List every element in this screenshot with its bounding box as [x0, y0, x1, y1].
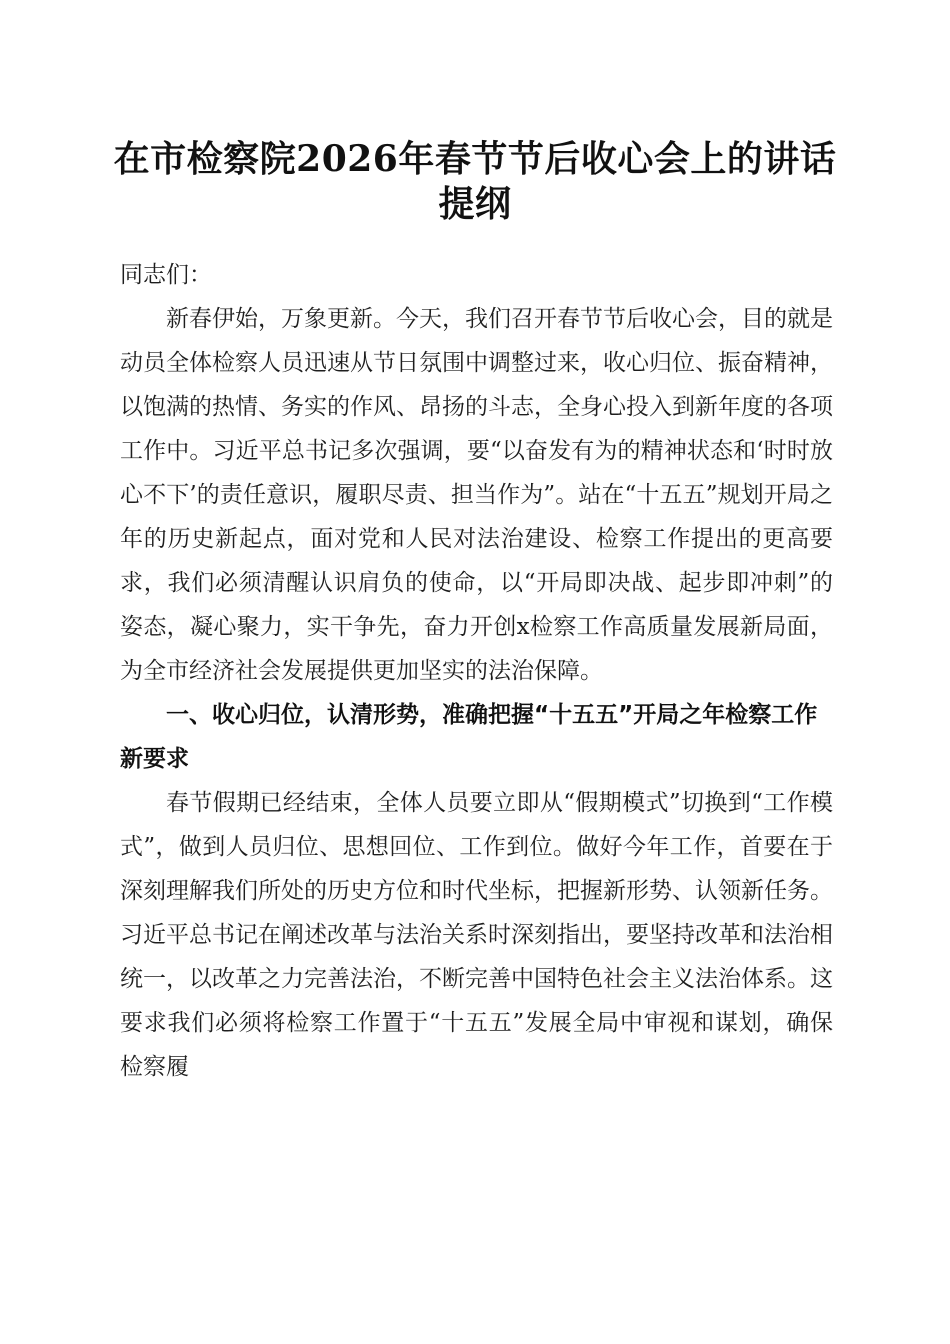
section-heading-1: 一、收心归位，认清形势，准确把握“十五五”开局之年检察工作新要求: [120, 702, 818, 772]
paragraph-intro: 新春伊始，万象更新。今天，我们召开春节节后收心会，目的就是动员全体检察人员迅速从节日氛围中调整过来，收心归位、振奋精神，以饱满的热情、务实的作风、昂扬的斗志，全身心投入到新年度的各项工作中。习近平总书记多次强调，要“以奋发有为的精神状态和‘时时放心不下’的责任意识，履职尽责、担当作为”。站在“十五五”规划开局之年的历史新起点，面对党和人民对法治建设、检察工作提出的更高要求，我们必须清醒认识肩负的使命，以“开局即决战、起步即冲刺”的姿态，凝心聚力，实干争先，奋力开创x检察工作高质量发展新局面，为全市经济社会发展提供更加坚实的法治保障。: [120, 306, 833, 684]
greeting: 同志们：: [120, 262, 212, 288]
paragraph-section-1: 春节假期已经结束，全体人员要立即从“假期模式”切换到“工作模式”，做到人员归位、思想回位、工作到位。做好今年工作，首要在于深刻理解我们所处的历史方位和时代坐标，把握新形势、认领新任务。习近平总书记在阐述改革与法治关系时深刻指出，要坚持改革和法治相统一，以改革之力完善法治，不断完善中国特色社会主义法治体系。这要求我们必须将检察工作置于“十五五”发展全局中审视和谋划，确保检察履: [120, 790, 833, 1080]
title-line-2: 提纲: [438, 183, 512, 225]
document-title: [100, 137, 850, 227]
title-line-1: 在市检察院2026年春节节后收心会上的讲话: [113, 138, 837, 180]
document-body: [120, 253, 833, 1089]
